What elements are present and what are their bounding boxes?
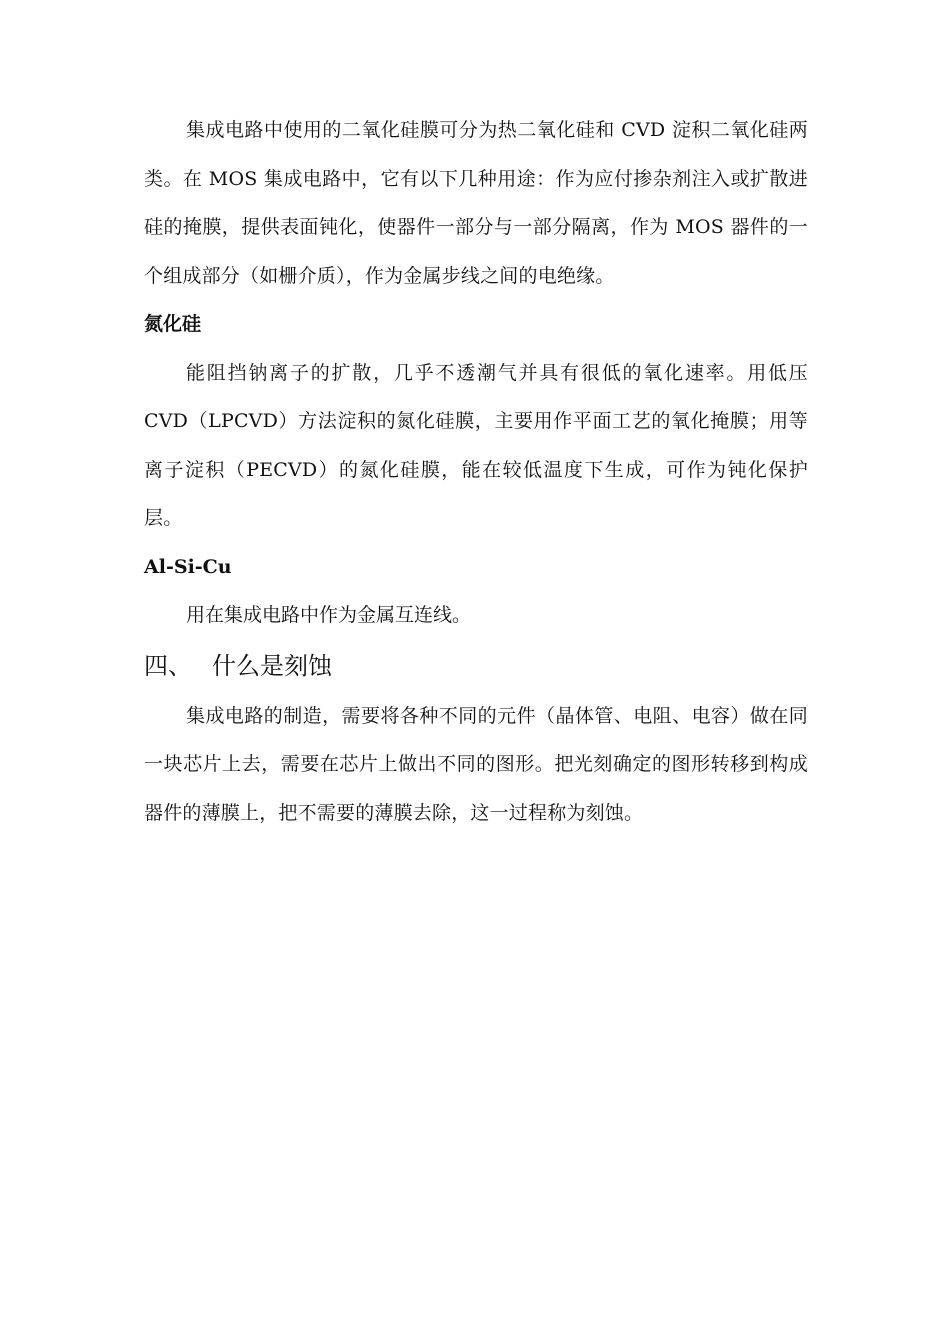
- heading-al-si-cu: Al-Si-Cu: [144, 555, 232, 578]
- section-4-heading: [144, 640, 808, 692]
- paragraph-silicon-dioxide: 集成电路中使用的二氧化硅膜可分为热二氧化硅和 CVD 淀积二氧化硅两类。在 MOS 集成电路中，它有以下几种用途：作为应付掺杂剂注入或扩散进硅的掩膜，提供表面钝化，使器件一部分与一部分隔离，作为 MOS 器件的一个组成部分（如栅介质），作为金属步线之间的电绝缘。: [144, 119, 808, 287]
- paragraph-silicon-nitride: 能阻挡钠离子的扩散，几乎不透潮气并具有很低的氧化速率。用低压 CVD（LPCVD）方法淀积的氮化硅膜，主要用作平面工艺的氧化掩膜；用等离子淀积（PECVD）的氮化硅膜，能在较低温度下生成，可作为钝化保护层。: [144, 361, 808, 529]
- section-4-number: 四、: [144, 651, 192, 680]
- heading-silicon-nitride: 氮化硅: [144, 313, 202, 335]
- document-body: [144, 106, 808, 837]
- section-4-title: 什么是刻蚀: [212, 651, 332, 680]
- paragraph-etching: 集成电路的制造，需要将各种不同的元件（晶体管、电阻、电容）做在同一块芯片上去，需要在芯片上做出不同的图形。把光刻确定的图形转移到构成器件的薄膜上，把不需要的薄膜去除，这一过程称为刻蚀。: [144, 704, 808, 824]
- paragraph-al-si-cu: 用在集成电路中作为金属互连线。: [186, 604, 472, 626]
